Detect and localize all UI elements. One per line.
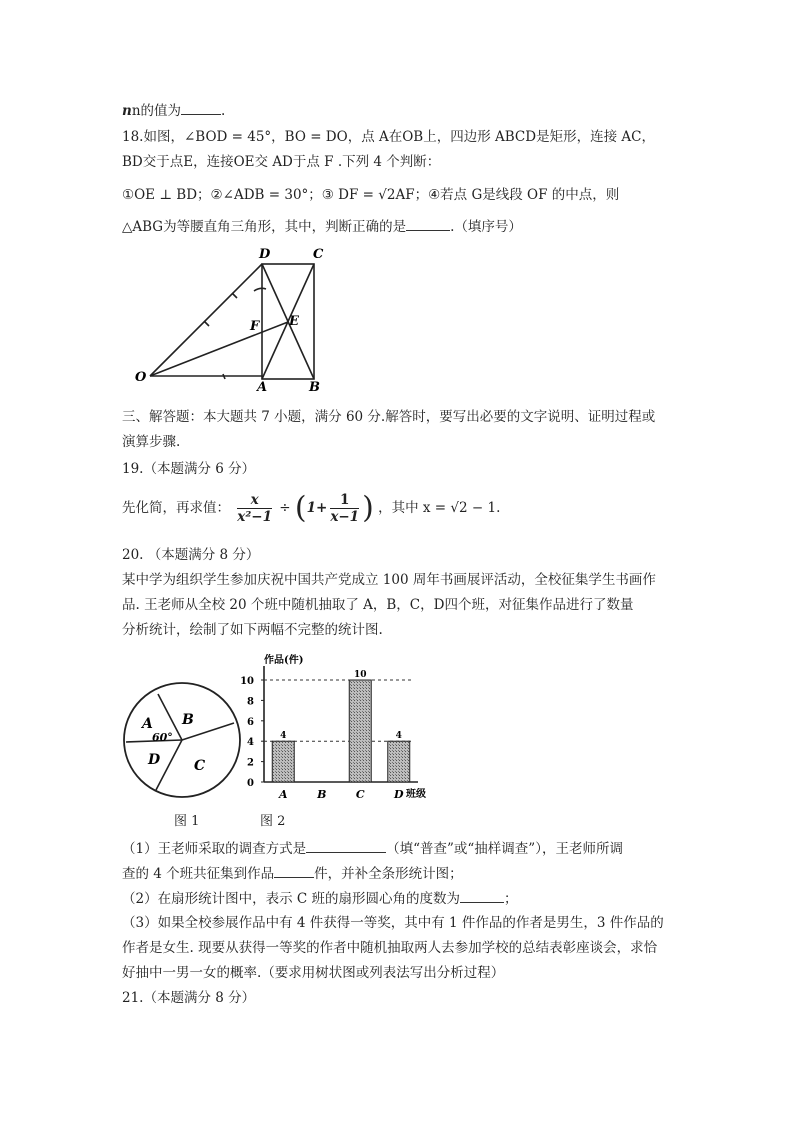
y-tick-label: 8 bbox=[247, 696, 254, 708]
pie-label-d: D bbox=[148, 752, 161, 768]
fraction-1: $\frac{x}{\text{x²−1}}$ bbox=[237, 492, 272, 525]
bar-a bbox=[272, 741, 294, 782]
data-label-d: 4 bbox=[395, 731, 402, 742]
bar-c bbox=[349, 680, 371, 782]
bar-d bbox=[388, 741, 410, 782]
y-tick-label: 6 bbox=[247, 716, 254, 728]
q19-expression: 先化简，再求值： $\frac{x}{\text{x²−1}}$ ÷ (1+ $\frac{1}{x-1}$ ) ，其中 x = √2 − 1. bbox=[122, 490, 501, 526]
pie-label-b: B bbox=[182, 712, 194, 728]
label-o: O bbox=[135, 370, 147, 385]
q18-answer-blank[interactable] bbox=[406, 216, 450, 231]
y-tick-label: 4 bbox=[247, 737, 254, 749]
figure-2-caption: 图 2 bbox=[260, 814, 286, 829]
tick-mark bbox=[223, 374, 225, 379]
q20-sub-2: （2）在扇形统计图中，表示 C 班的扇形圆心角的度数为 ； bbox=[122, 888, 518, 909]
q19-heading: 19.（本题满分 6 分） bbox=[122, 461, 256, 477]
q20-sub-1-line-2: 查的 4 个班共征集到作品 件，并补全条形统计图； bbox=[122, 863, 463, 884]
pie-label-a: A bbox=[142, 716, 153, 732]
fraction-2: $\frac{1}{x-1}$ bbox=[330, 492, 360, 525]
q18-line-2: BD交于点E，连接OE交 AD于点 F .下列 4 个判断： bbox=[122, 154, 441, 170]
q20-para-1: 某中学为组织学生参加庆祝中国共产党成立 100 周年书画展评活动，全校征集学生书画作 bbox=[122, 572, 656, 588]
segment-od bbox=[150, 264, 262, 376]
tick-mark bbox=[204, 321, 209, 326]
section3-line-1: 三、解答题：本大题共 7 小题，满分 60 分.解答时，要写出必要的文字说明、证明过程或 bbox=[122, 409, 656, 425]
answer-blank[interactable] bbox=[181, 100, 221, 115]
q20-para-3: 分析统计，绘制了如下两幅不完整的统计图. bbox=[122, 622, 383, 638]
q20-sub-3-line-3: 好抽中一男一女的概率.（要求用树状图或列表法写出分析过程） bbox=[122, 965, 505, 981]
prev-question-tail: nn的值为 . bbox=[122, 100, 225, 121]
pie-chart bbox=[118, 680, 248, 802]
tick-mark bbox=[232, 293, 237, 298]
label-c: C bbox=[313, 247, 324, 262]
q20-sub-1-line-1: （1）王老师采取的调查方式是 （填“普查”或“抽样调查”），王老师所调 bbox=[122, 838, 623, 859]
section3-line-2: 演算步骤. bbox=[122, 434, 181, 450]
y-tick-label: 0 bbox=[247, 778, 254, 789]
x-tick-label-b: B bbox=[317, 788, 327, 801]
data-label-a: 4 bbox=[280, 731, 287, 742]
angle-arc bbox=[254, 288, 266, 291]
q21-heading: 21.（本题满分 8 分） bbox=[122, 990, 256, 1006]
total-works-blank[interactable] bbox=[274, 863, 314, 878]
survey-method-blank[interactable] bbox=[306, 838, 386, 853]
q20-sub-3-line-2: 作者是女生. 现要从获得一等奖的作者中随机抽取两人去参加学校的总结表彰座谈会，求恰 bbox=[122, 940, 658, 956]
bar-chart bbox=[240, 646, 440, 806]
label-e: E bbox=[289, 314, 299, 329]
x-axis-label: 班级 bbox=[406, 789, 426, 800]
pie-angle-label: 60° bbox=[152, 731, 173, 744]
q18-line-3: ①OE ⊥ BD；②∠ADB = 30°；③ DF = √2AF；④若点 G是线段 OF 的中点，则 bbox=[122, 187, 620, 203]
q18-line-4: △ABG为等腰直角三角形，其中，判断正确的是 .（填序号） bbox=[122, 216, 522, 237]
q20-sub-3-line-1: （3）如果全校参展作品中有 4 件获得一等奖，其中有 1 件作品的作者是男生，3 件作品的 bbox=[122, 915, 664, 931]
geometry-figure bbox=[120, 243, 350, 395]
data-label-c: 10 bbox=[353, 670, 367, 680]
angle-blank[interactable] bbox=[460, 888, 504, 903]
q20-para-2: 品. 王老师从全校 20 个班中随机抽取了 A，B，C，D四个班，对征集作品进行了数量 bbox=[122, 597, 634, 613]
y-axis-label: 作品(件) bbox=[264, 655, 304, 666]
q20-heading: 20. （本题满分 8 分） bbox=[122, 547, 260, 563]
y-tick-label: 2 bbox=[247, 757, 254, 769]
y-tick-label: 10 bbox=[240, 676, 254, 687]
label-a: A bbox=[257, 380, 268, 395]
label-b: B bbox=[309, 380, 320, 395]
q18-line-1: 18.如图，∠BOD = 45°，BO = DO，点 A在OB上，四边形 ABCD是矩形，连接 AC， bbox=[122, 129, 655, 145]
figure-1-caption: 图 1 bbox=[174, 814, 200, 829]
x-tick-label-a: A bbox=[278, 788, 288, 801]
label-d: D bbox=[259, 247, 271, 262]
pie-label-c: C bbox=[194, 758, 206, 774]
label-f: F bbox=[250, 319, 260, 334]
x-tick-label-d: D bbox=[393, 788, 404, 801]
x-tick-label-c: C bbox=[355, 788, 365, 801]
